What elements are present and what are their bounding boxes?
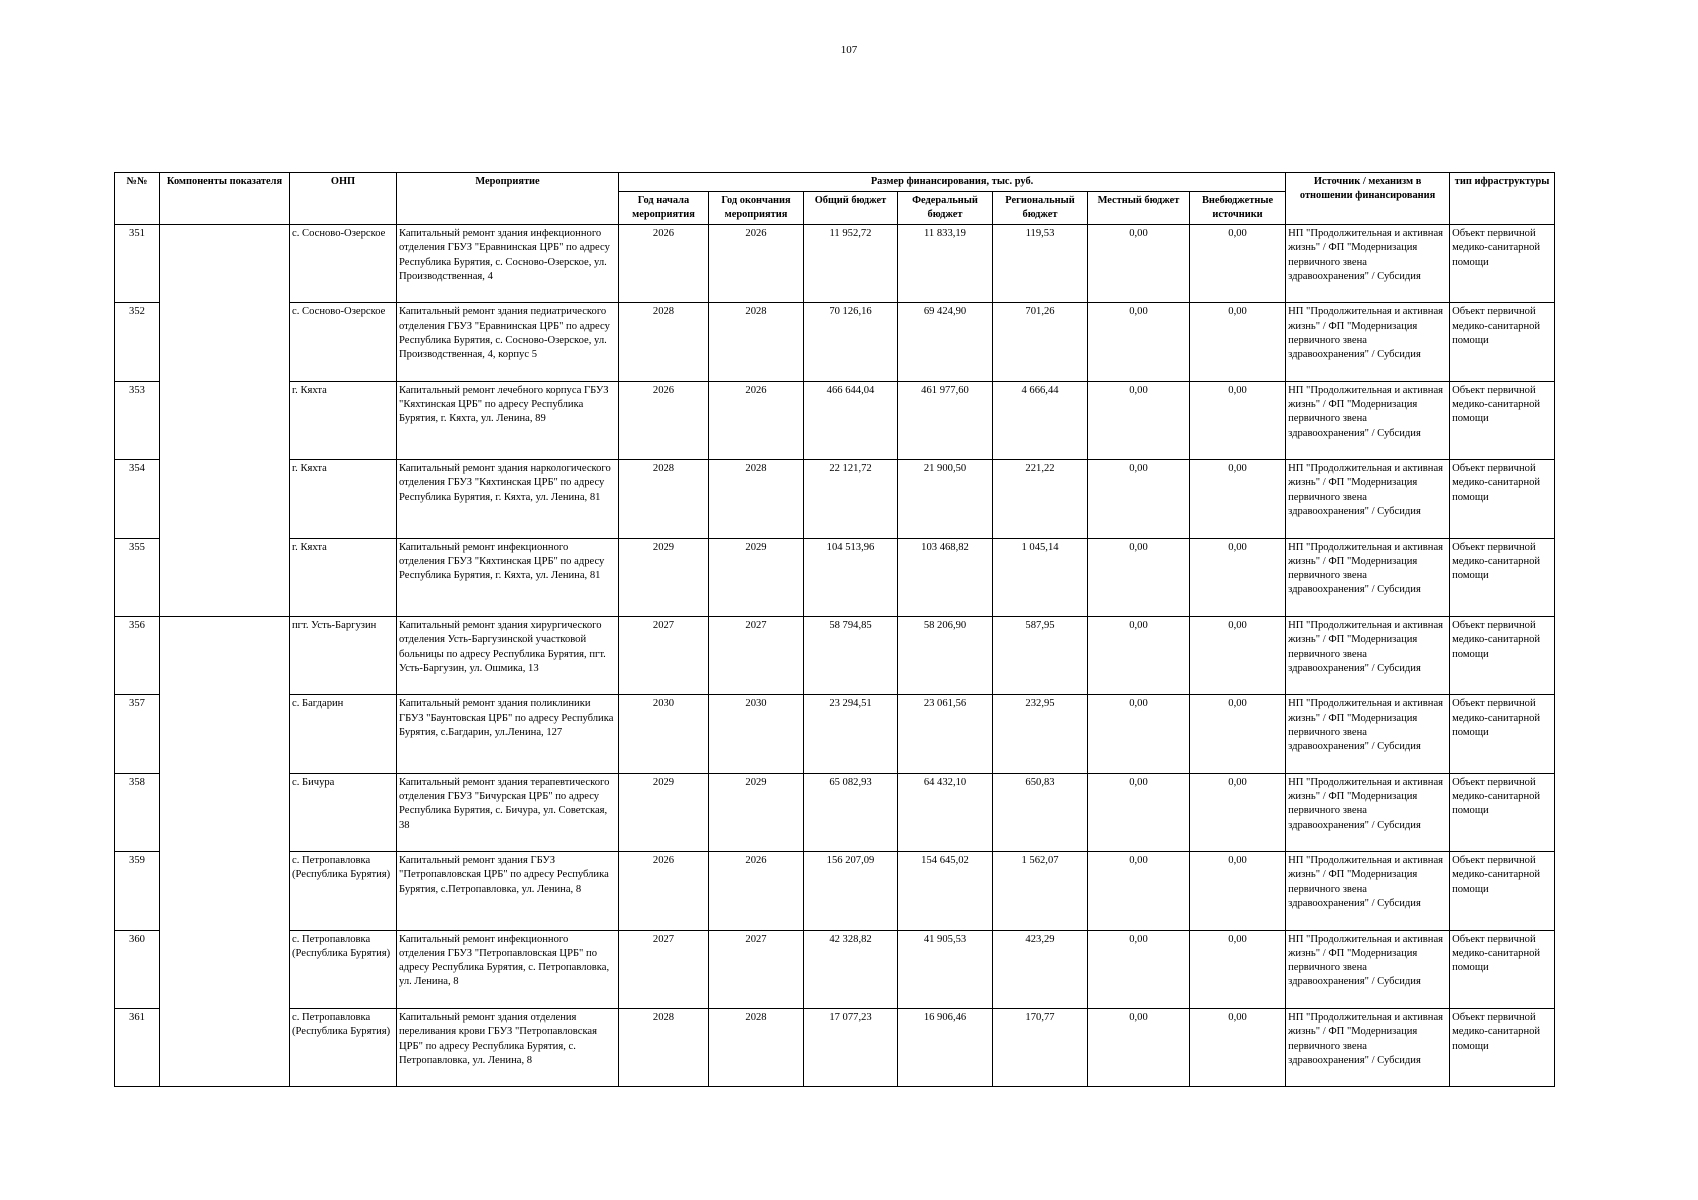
cell-year-end: 2030 — [709, 695, 804, 773]
cell-year-end: 2028 — [709, 1008, 804, 1086]
table-row — [115, 381, 1555, 459]
cell-regional: 1 562,07 — [993, 852, 1088, 930]
cell-year-end: 2027 — [709, 616, 804, 694]
header-onp: ОНП — [290, 173, 397, 225]
cell-year-start: 2029 — [619, 538, 709, 616]
cell-local: 0,00 — [1088, 1008, 1190, 1086]
header-num: №№ — [115, 173, 160, 225]
cell-source: НП "Продолжительная и активная жизнь" / ФП "Модернизация первичного звена здравоохранения" / Субсидия — [1286, 538, 1450, 616]
cell-local: 0,00 — [1088, 773, 1190, 851]
cell-total: 17 077,23 — [804, 1008, 898, 1086]
cell-year-start: 2026 — [619, 225, 709, 303]
cell-source: НП "Продолжительная и активная жизнь" / ФП "Модернизация первичного звена здравоохранения" / Субсидия — [1286, 381, 1450, 459]
cell-federal: 64 432,10 — [898, 773, 993, 851]
table-row — [115, 1008, 1555, 1086]
cell-onp: с. Багдарин — [290, 695, 397, 773]
cell-event: Капитальный ремонт лечебного корпуса ГБУЗ "Кяхтинская ЦРБ" по адресу Республика Бурятия, г. Кяхта, ул. Ленина, 89 — [397, 381, 619, 459]
cell-num: 355 — [115, 538, 160, 616]
cell-total: 70 126,16 — [804, 303, 898, 381]
cell-onp: пгт. Усть-Баргузин — [290, 616, 397, 694]
cell-regional: 650,83 — [993, 773, 1088, 851]
cell-event: Капитальный ремонт здания инфекционного отделения ГБУЗ "Еравнинская ЦРБ" по адресу Республика Бурятия, с. Сосново-Озерское, ул. Производственная, 4 — [397, 225, 619, 303]
cell-local: 0,00 — [1088, 930, 1190, 1008]
cell-num: 351 — [115, 225, 160, 303]
cell-federal: 11 833,19 — [898, 225, 993, 303]
cell-onp: г. Кяхта — [290, 460, 397, 538]
cell-extra: 0,00 — [1190, 852, 1286, 930]
cell-source: НП "Продолжительная и активная жизнь" / ФП "Модернизация первичного звена здравоохранения" / Субсидия — [1286, 460, 1450, 538]
cell-local: 0,00 — [1088, 303, 1190, 381]
cell-event: Капитальный ремонт здания поликлиники ГБУЗ "Баунтовская ЦРБ" по адресу Республика Бурятия, с.Багдарин, ул.Ленина, 127 — [397, 695, 619, 773]
cell-extra: 0,00 — [1190, 930, 1286, 1008]
cell-source: НП "Продолжительная и активная жизнь" / ФП "Модернизация первичного звена здравоохранения" / Субсидия — [1286, 1008, 1450, 1086]
cell-federal: 23 061,56 — [898, 695, 993, 773]
cell-extra: 0,00 — [1190, 1008, 1286, 1086]
table-row — [115, 695, 1555, 773]
cell-local: 0,00 — [1088, 460, 1190, 538]
cell-infra-type: Объект первичной медико-санитарной помощи — [1450, 695, 1555, 773]
table-row — [115, 773, 1555, 851]
cell-source: НП "Продолжительная и активная жизнь" / ФП "Модернизация первичного звена здравоохранения" / Субсидия — [1286, 773, 1450, 851]
cell-extra: 0,00 — [1190, 616, 1286, 694]
cell-infra-type: Объект первичной медико-санитарной помощи — [1450, 225, 1555, 303]
cell-total: 58 794,85 — [804, 616, 898, 694]
cell-event: Капитальный ремонт здания хирургического отделения Усть-Баргузинской участковой больницы по адресу Республика Бурятия, пгт. Усть-Баргузин, ул. Ошмика, 13 — [397, 616, 619, 694]
cell-event: Капитальный ремонт инфекционного отделения ГБУЗ "Петропавловская ЦРБ" по адресу Республика Бурятия, с. Петропавловка, ул. Ленина, 8 — [397, 930, 619, 1008]
cell-total: 466 644,04 — [804, 381, 898, 459]
cell-year-start: 2030 — [619, 695, 709, 773]
cell-extra: 0,00 — [1190, 303, 1286, 381]
cell-extra: 0,00 — [1190, 225, 1286, 303]
cell-num: 360 — [115, 930, 160, 1008]
cell-local: 0,00 — [1088, 381, 1190, 459]
cell-num: 357 — [115, 695, 160, 773]
cell-total: 156 207,09 — [804, 852, 898, 930]
cell-num: 356 — [115, 616, 160, 694]
cell-total: 23 294,51 — [804, 695, 898, 773]
financing-table — [114, 172, 1555, 1087]
cell-event: Капитальный ремонт здания наркологического отделения ГБУЗ "Кяхтинская ЦРБ" по адресу Республика Бурятия, г. Кяхта, ул. Ленина, 81 — [397, 460, 619, 538]
cell-source: НП "Продолжительная и активная жизнь" / ФП "Модернизация первичного звена здравоохранения" / Субсидия — [1286, 225, 1450, 303]
header-financing: Размер финансирования, тыс. руб. — [619, 173, 1286, 192]
table-body — [115, 225, 1555, 1087]
cell-infra-type: Объект первичной медико-санитарной помощи — [1450, 930, 1555, 1008]
cell-federal: 103 468,82 — [898, 538, 993, 616]
cell-regional: 221,22 — [993, 460, 1088, 538]
cell-extra: 0,00 — [1190, 773, 1286, 851]
cell-num: 361 — [115, 1008, 160, 1086]
cell-total: 104 513,96 — [804, 538, 898, 616]
cell-components — [160, 225, 290, 617]
cell-year-start: 2028 — [619, 1008, 709, 1086]
cell-local: 0,00 — [1088, 225, 1190, 303]
table-row — [115, 616, 1555, 694]
header-extra: Внебюджетные источники — [1190, 192, 1286, 225]
cell-local: 0,00 — [1088, 695, 1190, 773]
cell-infra-type: Объект первичной медико-санитарной помощи — [1450, 616, 1555, 694]
cell-onp: г. Кяхта — [290, 538, 397, 616]
cell-total: 11 952,72 — [804, 225, 898, 303]
cell-federal: 461 977,60 — [898, 381, 993, 459]
cell-event: Капитальный ремонт инфекционного отделения ГБУЗ "Кяхтинская ЦРБ" по адресу Республика Бурятия, г. Кяхта, ул. Ленина, 81 — [397, 538, 619, 616]
cell-infra-type: Объект первичной медико-санитарной помощи — [1450, 303, 1555, 381]
cell-regional: 1 045,14 — [993, 538, 1088, 616]
cell-infra-type: Объект первичной медико-санитарной помощи — [1450, 460, 1555, 538]
cell-regional: 4 666,44 — [993, 381, 1088, 459]
cell-onp: с. Бичура — [290, 773, 397, 851]
table-row — [115, 930, 1555, 1008]
cell-local: 0,00 — [1088, 852, 1190, 930]
cell-federal: 154 645,02 — [898, 852, 993, 930]
header-year-end: Год окончания мероприятия — [709, 192, 804, 225]
cell-num: 359 — [115, 852, 160, 930]
cell-year-start: 2028 — [619, 460, 709, 538]
cell-total: 65 082,93 — [804, 773, 898, 851]
table-row — [115, 460, 1555, 538]
cell-year-start: 2027 — [619, 930, 709, 1008]
cell-extra: 0,00 — [1190, 695, 1286, 773]
page-number: 107 — [840, 44, 858, 56]
cell-event: Капитальный ремонт здания отделения переливания крови ГБУЗ "Петропавловская ЦРБ" по адресу Республика Бурятия, с. Петропавловка, ул. Ленина, 8 — [397, 1008, 619, 1086]
cell-year-end: 2028 — [709, 460, 804, 538]
cell-onp: с. Петропавловка (Республика Бурятия) — [290, 1008, 397, 1086]
cell-infra-type: Объект первичной медико-санитарной помощи — [1450, 773, 1555, 851]
cell-num: 353 — [115, 381, 160, 459]
cell-regional: 423,29 — [993, 930, 1088, 1008]
cell-onp: с. Сосново-Озерское — [290, 303, 397, 381]
cell-infra-type: Объект первичной медико-санитарной помощи — [1450, 538, 1555, 616]
header-total: Общий бюджет — [804, 192, 898, 225]
cell-event: Капитальный ремонт здания педиатрического отделения ГБУЗ "Еравнинская ЦРБ" по адресу Республика Бурятия, с. Сосново-Озерское, ул. Производственная, 4, корпус 5 — [397, 303, 619, 381]
cell-regional: 587,95 — [993, 616, 1088, 694]
cell-num: 352 — [115, 303, 160, 381]
header-federal: Федеральный бюджет — [898, 192, 993, 225]
cell-year-end: 2029 — [709, 773, 804, 851]
cell-total: 42 328,82 — [804, 930, 898, 1008]
cell-year-end: 2026 — [709, 852, 804, 930]
cell-year-start: 2026 — [619, 381, 709, 459]
header-regional: Региональный бюджет — [993, 192, 1088, 225]
cell-year-end: 2026 — [709, 381, 804, 459]
cell-year-end: 2028 — [709, 303, 804, 381]
cell-infra-type: Объект первичной медико-санитарной помощи — [1450, 381, 1555, 459]
cell-extra: 0,00 — [1190, 538, 1286, 616]
header-components: Компоненты показателя — [160, 173, 290, 225]
cell-onp: с. Сосново-Озерское — [290, 225, 397, 303]
cell-num: 358 — [115, 773, 160, 851]
cell-infra-type: Объект первичной медико-санитарной помощи — [1450, 852, 1555, 930]
header-year-start: Год начала мероприятия — [619, 192, 709, 225]
cell-extra: 0,00 — [1190, 460, 1286, 538]
cell-source: НП "Продолжительная и активная жизнь" / ФП "Модернизация первичного звена здравоохранения" / Субсидия — [1286, 303, 1450, 381]
cell-onp: с. Петропавловка (Республика Бурятия) — [290, 930, 397, 1008]
cell-year-end: 2027 — [709, 930, 804, 1008]
cell-infra-type: Объект первичной медико-санитарной помощи — [1450, 1008, 1555, 1086]
cell-num: 354 — [115, 460, 160, 538]
cell-local: 0,00 — [1088, 616, 1190, 694]
cell-total: 22 121,72 — [804, 460, 898, 538]
cell-local: 0,00 — [1088, 538, 1190, 616]
cell-year-end: 2026 — [709, 225, 804, 303]
table-row — [115, 852, 1555, 930]
cell-federal: 58 206,90 — [898, 616, 993, 694]
header-local: Местный бюджет — [1088, 192, 1190, 225]
cell-extra: 0,00 — [1190, 381, 1286, 459]
cell-year-start: 2027 — [619, 616, 709, 694]
cell-components — [160, 616, 290, 1086]
cell-source: НП "Продолжительная и активная жизнь" / ФП "Модернизация первичного звена здравоохранения" / Субсидия — [1286, 616, 1450, 694]
cell-source: НП "Продолжительная и активная жизнь" / ФП "Модернизация первичного звена здравоохранения" / Субсидия — [1286, 695, 1450, 773]
cell-event: Капитальный ремонт здания терапевтического отделения ГБУЗ "Бичурская ЦРБ" по адресу Республика Бурятия, с. Бичура, ул. Советская, 38 — [397, 773, 619, 851]
header-infra-type: тип ифраструктуры — [1450, 173, 1555, 225]
cell-source: НП "Продолжительная и активная жизнь" / ФП "Модернизация первичного звена здравоохранения" / Субсидия — [1286, 930, 1450, 1008]
cell-regional: 701,26 — [993, 303, 1088, 381]
cell-federal: 21 900,50 — [898, 460, 993, 538]
cell-year-end: 2029 — [709, 538, 804, 616]
cell-onp: г. Кяхта — [290, 381, 397, 459]
header-source: Источник / механизм в отношении финансирования — [1286, 173, 1450, 225]
cell-year-start: 2029 — [619, 773, 709, 851]
cell-year-start: 2028 — [619, 303, 709, 381]
table-row — [115, 538, 1555, 616]
cell-federal: 16 906,46 — [898, 1008, 993, 1086]
table-row — [115, 303, 1555, 381]
cell-regional: 232,95 — [993, 695, 1088, 773]
cell-year-start: 2026 — [619, 852, 709, 930]
cell-event: Капитальный ремонт здания ГБУЗ "Петропавловская ЦРБ" по адресу Республика Бурятия, с.Петропавловка, ул. Ленина, 8 — [397, 852, 619, 930]
table-row — [115, 225, 1555, 303]
header-event: Мероприятие — [397, 173, 619, 225]
cell-federal: 69 424,90 — [898, 303, 993, 381]
cell-regional: 119,53 — [993, 225, 1088, 303]
cell-source: НП "Продолжительная и активная жизнь" / ФП "Модернизация первичного звена здравоохранения" / Субсидия — [1286, 852, 1450, 930]
cell-regional: 170,77 — [993, 1008, 1088, 1086]
cell-federal: 41 905,53 — [898, 930, 993, 1008]
cell-onp: с. Петропавловка (Республика Бурятия) — [290, 852, 397, 930]
